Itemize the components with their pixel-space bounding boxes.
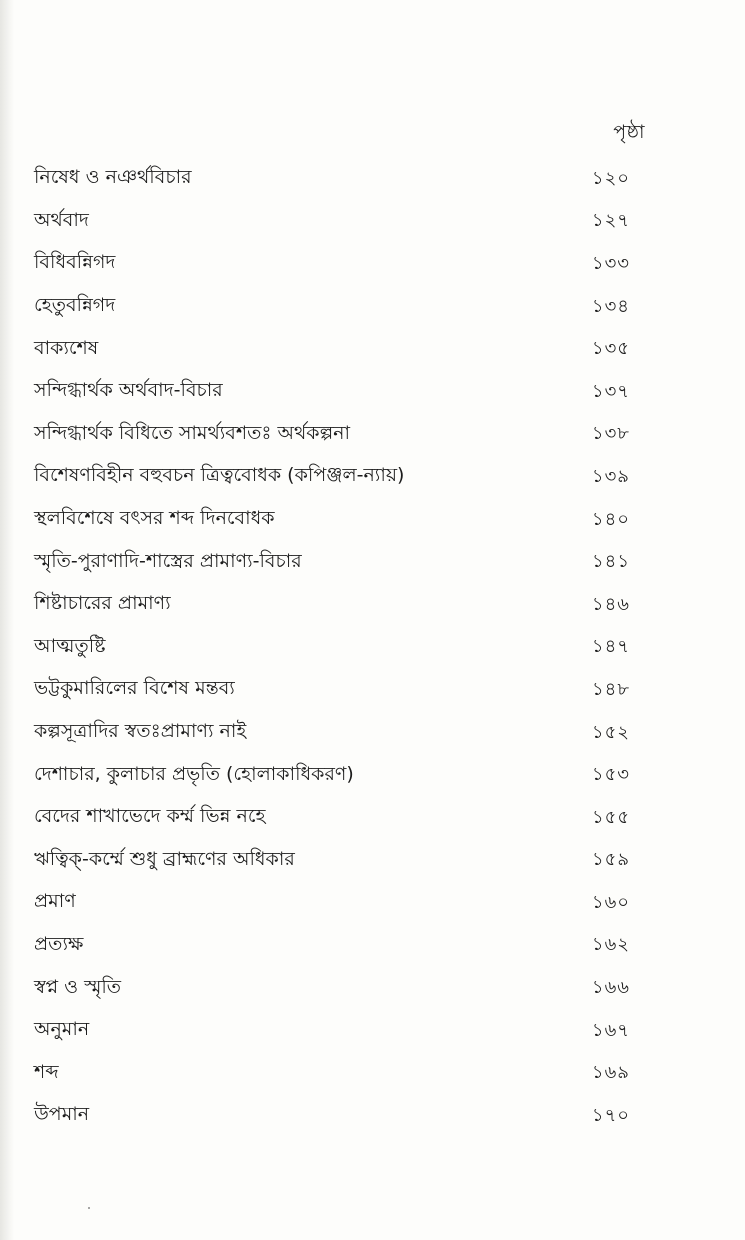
toc-entry-title: ভট্টকুমারিলের বিশেষ মন্তব্য (34, 677, 235, 700)
toc-entry (34, 840, 630, 883)
toc-entry-title: হেতুবন্নিগদ (34, 294, 116, 317)
toc-entry (34, 669, 630, 712)
toc-entry-title: অর্থবাদ (34, 208, 89, 231)
toc-entry (34, 499, 630, 542)
toc-entry-page: ১৩৫ (591, 338, 630, 360)
toc-entry-page: ১৫৩ (591, 764, 630, 786)
print-speck (88, 1207, 90, 1209)
toc-entry-title: স্বপ্ন ও স্মৃতি (34, 975, 122, 998)
toc-entry-title: উপমান (34, 1103, 90, 1126)
toc-entry-title: বেদের শাখাভেদে কর্ম্ম ভিন্ন নহে (34, 805, 266, 828)
toc-entry-page: ১৪০ (591, 508, 630, 530)
toc-entry-page: ১৬৭ (591, 1019, 630, 1041)
toc-entry-page: ১৩৩ (591, 252, 630, 274)
toc-entry (34, 1052, 630, 1095)
toc-entry (34, 456, 630, 499)
toc-entry (34, 541, 630, 584)
toc-entry-page: ১৪৬ (591, 593, 630, 615)
toc-entry-title: শিষ্টাচারের প্রামাণ্য (34, 592, 171, 615)
toc-entry-page: ১৩৮ (591, 423, 630, 445)
toc-entry-title: সন্দিগ্ধার্থক বিধিতে সামর্থ্যবশতঃ অর্থকল্পনা (34, 421, 350, 444)
page-column-header: পৃষ্ঠা (613, 121, 645, 143)
toc-entry-page: ১২০ (591, 167, 630, 189)
toc-entry-title: শব্দ (34, 1060, 59, 1083)
toc-entry-title: প্রত্যক্ষ (34, 932, 84, 955)
toc-entry-title: সন্দিগ্ধার্থক অর্থবাদ-বিচার (34, 379, 223, 402)
toc-entry-page: ১৫৯ (591, 849, 630, 871)
toc-entry-page: ১৬৬ (591, 977, 630, 999)
toc-entry (34, 797, 630, 840)
toc-entry-page: ১৩৪ (591, 295, 630, 317)
toc-entry (34, 712, 630, 755)
toc-entry (34, 243, 630, 286)
toc-entry (34, 414, 630, 457)
toc-entry (34, 584, 630, 627)
toc-entry-title: অনুমান (34, 1018, 90, 1041)
toc-entry-page: ১৬৯ (591, 1062, 630, 1084)
toc-entry-title: বিধিবন্নিগদ (34, 251, 116, 274)
toc-entry-page: ১২৭ (591, 210, 630, 232)
toc-entry-title: নিষেধ ও নঞর্থবিচার (34, 166, 192, 189)
toc-entry (34, 201, 630, 244)
toc-entry-title: স্মৃতি-পুরাণাদি-শাস্ত্রের প্রামাণ্য-বিচার (34, 549, 302, 572)
toc-entry-page: ১৩৯ (591, 465, 630, 487)
toc-entry (34, 627, 630, 670)
toc-entry (34, 1095, 630, 1138)
toc-entry (34, 158, 630, 201)
toc-entry-page: ১৭০ (591, 1104, 630, 1126)
toc-entry-page: ১৬০ (591, 891, 630, 913)
toc-entry-title: কল্পসূত্রাদির স্বতঃপ্রামাণ্য নাই (34, 720, 247, 743)
toc-entry-page: ১৪৮ (591, 678, 630, 700)
toc-entry-title: ঋত্বিক্-কর্ম্মে শুধু ব্রাহ্মণের অধিকার (34, 847, 295, 870)
toc-entry (34, 371, 630, 414)
toc-entry-page: ১৬২ (591, 934, 630, 956)
toc-entry-page: ১৫২ (591, 721, 630, 743)
toc-entry-title: দেশাচার, কুলাচার প্রভৃতি (হোলাকাধিকরণ) (34, 762, 354, 785)
toc-entry-title: বিশেষণবিহীন বহুবচন ত্রিত্ববোধক (কপিঞ্জল-ন্যায়) (34, 464, 405, 487)
toc-entry (34, 967, 630, 1010)
toc-entry (34, 754, 630, 797)
toc-entry-page: ১৫৫ (591, 806, 630, 828)
toc-entry-title: আত্মতুষ্টি (34, 634, 106, 657)
toc-entry (34, 1010, 630, 1053)
toc-entry (34, 882, 630, 925)
toc-entry-page: ১৪৭ (591, 636, 630, 658)
toc-entry-title: বাক্যশেষ (34, 336, 99, 359)
toc-entry-title: প্রমাণ (34, 890, 76, 913)
page-edge-shadow (0, 0, 14, 1240)
table-of-contents (34, 158, 630, 1138)
toc-entry (34, 328, 630, 371)
toc-entry-page: ১৪১ (591, 551, 630, 573)
toc-entry (34, 925, 630, 968)
toc-entry (34, 286, 630, 329)
toc-entry-page: ১৩৭ (591, 380, 630, 402)
toc-entry-title: স্থলবিশেষে বৎসর শব্দ দিনবোধক (34, 507, 275, 530)
